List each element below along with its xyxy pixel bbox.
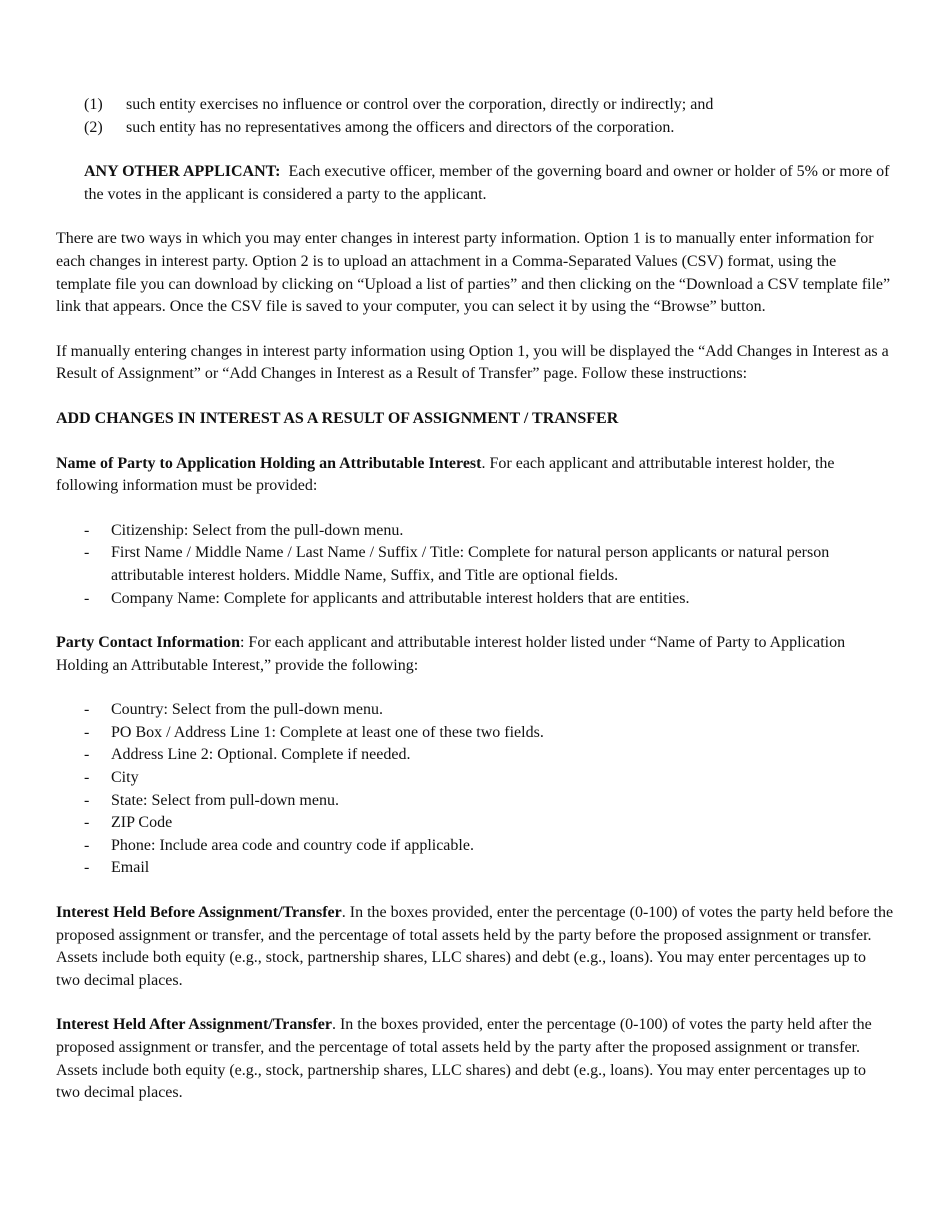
list-item: [56, 767, 894, 790]
dash-bullet: -: [84, 723, 90, 741]
list-item: [56, 835, 894, 858]
list-item: [84, 94, 894, 117]
dash-bullet: -: [84, 769, 90, 787]
dash-bullet: -: [84, 859, 90, 877]
name-of-party-paragraph: [56, 453, 894, 498]
dash-bullet: -: [84, 814, 90, 832]
interest-after-paragraph: [56, 1014, 894, 1104]
dash-bullet: -: [84, 701, 90, 719]
dash-bullet: -: [84, 521, 90, 539]
list-item-text: such entity exercises no influence or control over the corporation, directly or indirectly; and: [126, 96, 714, 113]
party-contact-label: Party Contact Information: [56, 634, 240, 652]
list-item-text: Address Line 2: Optional. Complete if needed.: [111, 746, 411, 764]
list-item: [56, 744, 894, 767]
name-of-party-text: . For each applicant and attributable interest holder, the following information must be provided:: [56, 454, 835, 495]
interest-before-label: Interest Held Before Assignment/Transfer: [56, 904, 342, 922]
list-item-text: Email: [111, 859, 150, 877]
list-item-text: ZIP Code: [111, 814, 173, 832]
list-item: [56, 790, 894, 813]
list-item: [84, 117, 894, 140]
section-heading: ADD CHANGES IN INTEREST AS A RESULT OF ASSIGNMENT / TRANSFER: [56, 409, 619, 427]
party-contact-fields-list: [56, 699, 894, 880]
any-other-applicant-paragraph: [84, 161, 894, 206]
list-item-text: City: [111, 769, 139, 787]
list-item: [56, 857, 894, 880]
list-item-text: such entity has no representatives among the officers and directors of the corporation.: [126, 118, 675, 136]
interest-before-paragraph: [56, 902, 894, 992]
manual-entry-paragraph: If manually entering changes in interest party information using Option 1, you will be displayed the “Add Changes in Interest as a Result of Assignment” or “Add Changes in Interest as a Result of Transfer” page. Follow these instructions:: [56, 342, 889, 383]
list-item: [56, 588, 894, 611]
document-page: [56, 94, 894, 1105]
interest-before-text: . In the boxes provided, enter the percentage (0-100) of votes the party held before the proposed assignment or transfer, and the percentage of total assets held by the party before the proposed assignment or transfer. Assets include both equity (e.g., stock, partnership shares, LLC shares) and debt (e.g., loans). You may enter percentages up to two decimal places.: [56, 904, 894, 989]
dash-bullet: -: [84, 544, 90, 562]
interest-after-text: . In the boxes provided, enter the percentage (0-100) of votes the party held after the proposed assignment or transfer, and the percentage of total assets held by the party after the proposed assignment or transfer. Assets include both equity (e.g., stock, partnership shares, LLC shares) and debt (e.g., loans). You may enter percentages up to two decimal places.: [56, 1016, 872, 1102]
list-item: [56, 542, 894, 587]
ownership-conditions-list: [84, 94, 894, 139]
list-item-text: Country: Select from the pull-down menu.: [111, 701, 383, 719]
name-of-party-label: Name of Party to Application Holding an Attributable Interest: [56, 454, 482, 472]
dash-bullet: -: [84, 836, 90, 854]
list-item: [56, 699, 894, 722]
dash-bullet: -: [84, 746, 90, 764]
list-item-text: Phone: Include area code and country code if applicable.: [111, 836, 474, 854]
entry-options-paragraph: There are two ways in which you may enter changes in interest party information. Option 1 is to manually enter information for each changes in interest party. Option 2 is to upload an attachment in a Comma-Separated Values (CSV) format, using the template file you can download by clicking on “Upload a list of parties” and then clicking on the “Download a CSV template file” link that appears. Once the CSV file is saved to your computer, you can select it by using the “Browse” button.: [56, 230, 891, 316]
list-item-text: Company Name: Complete for applicants and attributable interest holders that are entities.: [111, 589, 690, 607]
party-contact-paragraph: [56, 632, 894, 677]
any-other-applicant-text: Each executive officer, member of the governing board and owner or holder of 5% or more of the votes in the applicant is considered a party to the applicant.: [84, 163, 890, 203]
list-item: [56, 722, 894, 745]
list-number: (2): [84, 118, 103, 136]
name-of-party-fields-list: [56, 520, 894, 610]
list-item: [56, 520, 894, 543]
party-contact-text: : For each applicant and attributable interest holder listed under “Name of Party to Application Holding an Attributable Interest,” provide the following:: [56, 634, 846, 674]
dash-bullet: -: [84, 589, 90, 607]
list-item-text: First Name / Middle Name / Last Name / Suffix / Title: Complete for natural person applicants or natural person attributable interest holders. Middle Name, Suffix, and Title are optional fields.: [111, 544, 830, 584]
list-item: [56, 812, 894, 835]
interest-after-label: Interest Held After Assignment/Transfer: [56, 1016, 332, 1034]
list-item-text: State: Select from pull-down menu.: [111, 791, 339, 809]
any-other-applicant-label: ANY OTHER APPLICANT:: [84, 163, 281, 181]
list-item-text: Citizenship: Select from the pull-down menu.: [111, 521, 404, 539]
list-number: (1): [84, 96, 103, 113]
dash-bullet: -: [84, 791, 90, 809]
list-item-text: PO Box / Address Line 1: Complete at least one of these two fields.: [111, 723, 544, 741]
